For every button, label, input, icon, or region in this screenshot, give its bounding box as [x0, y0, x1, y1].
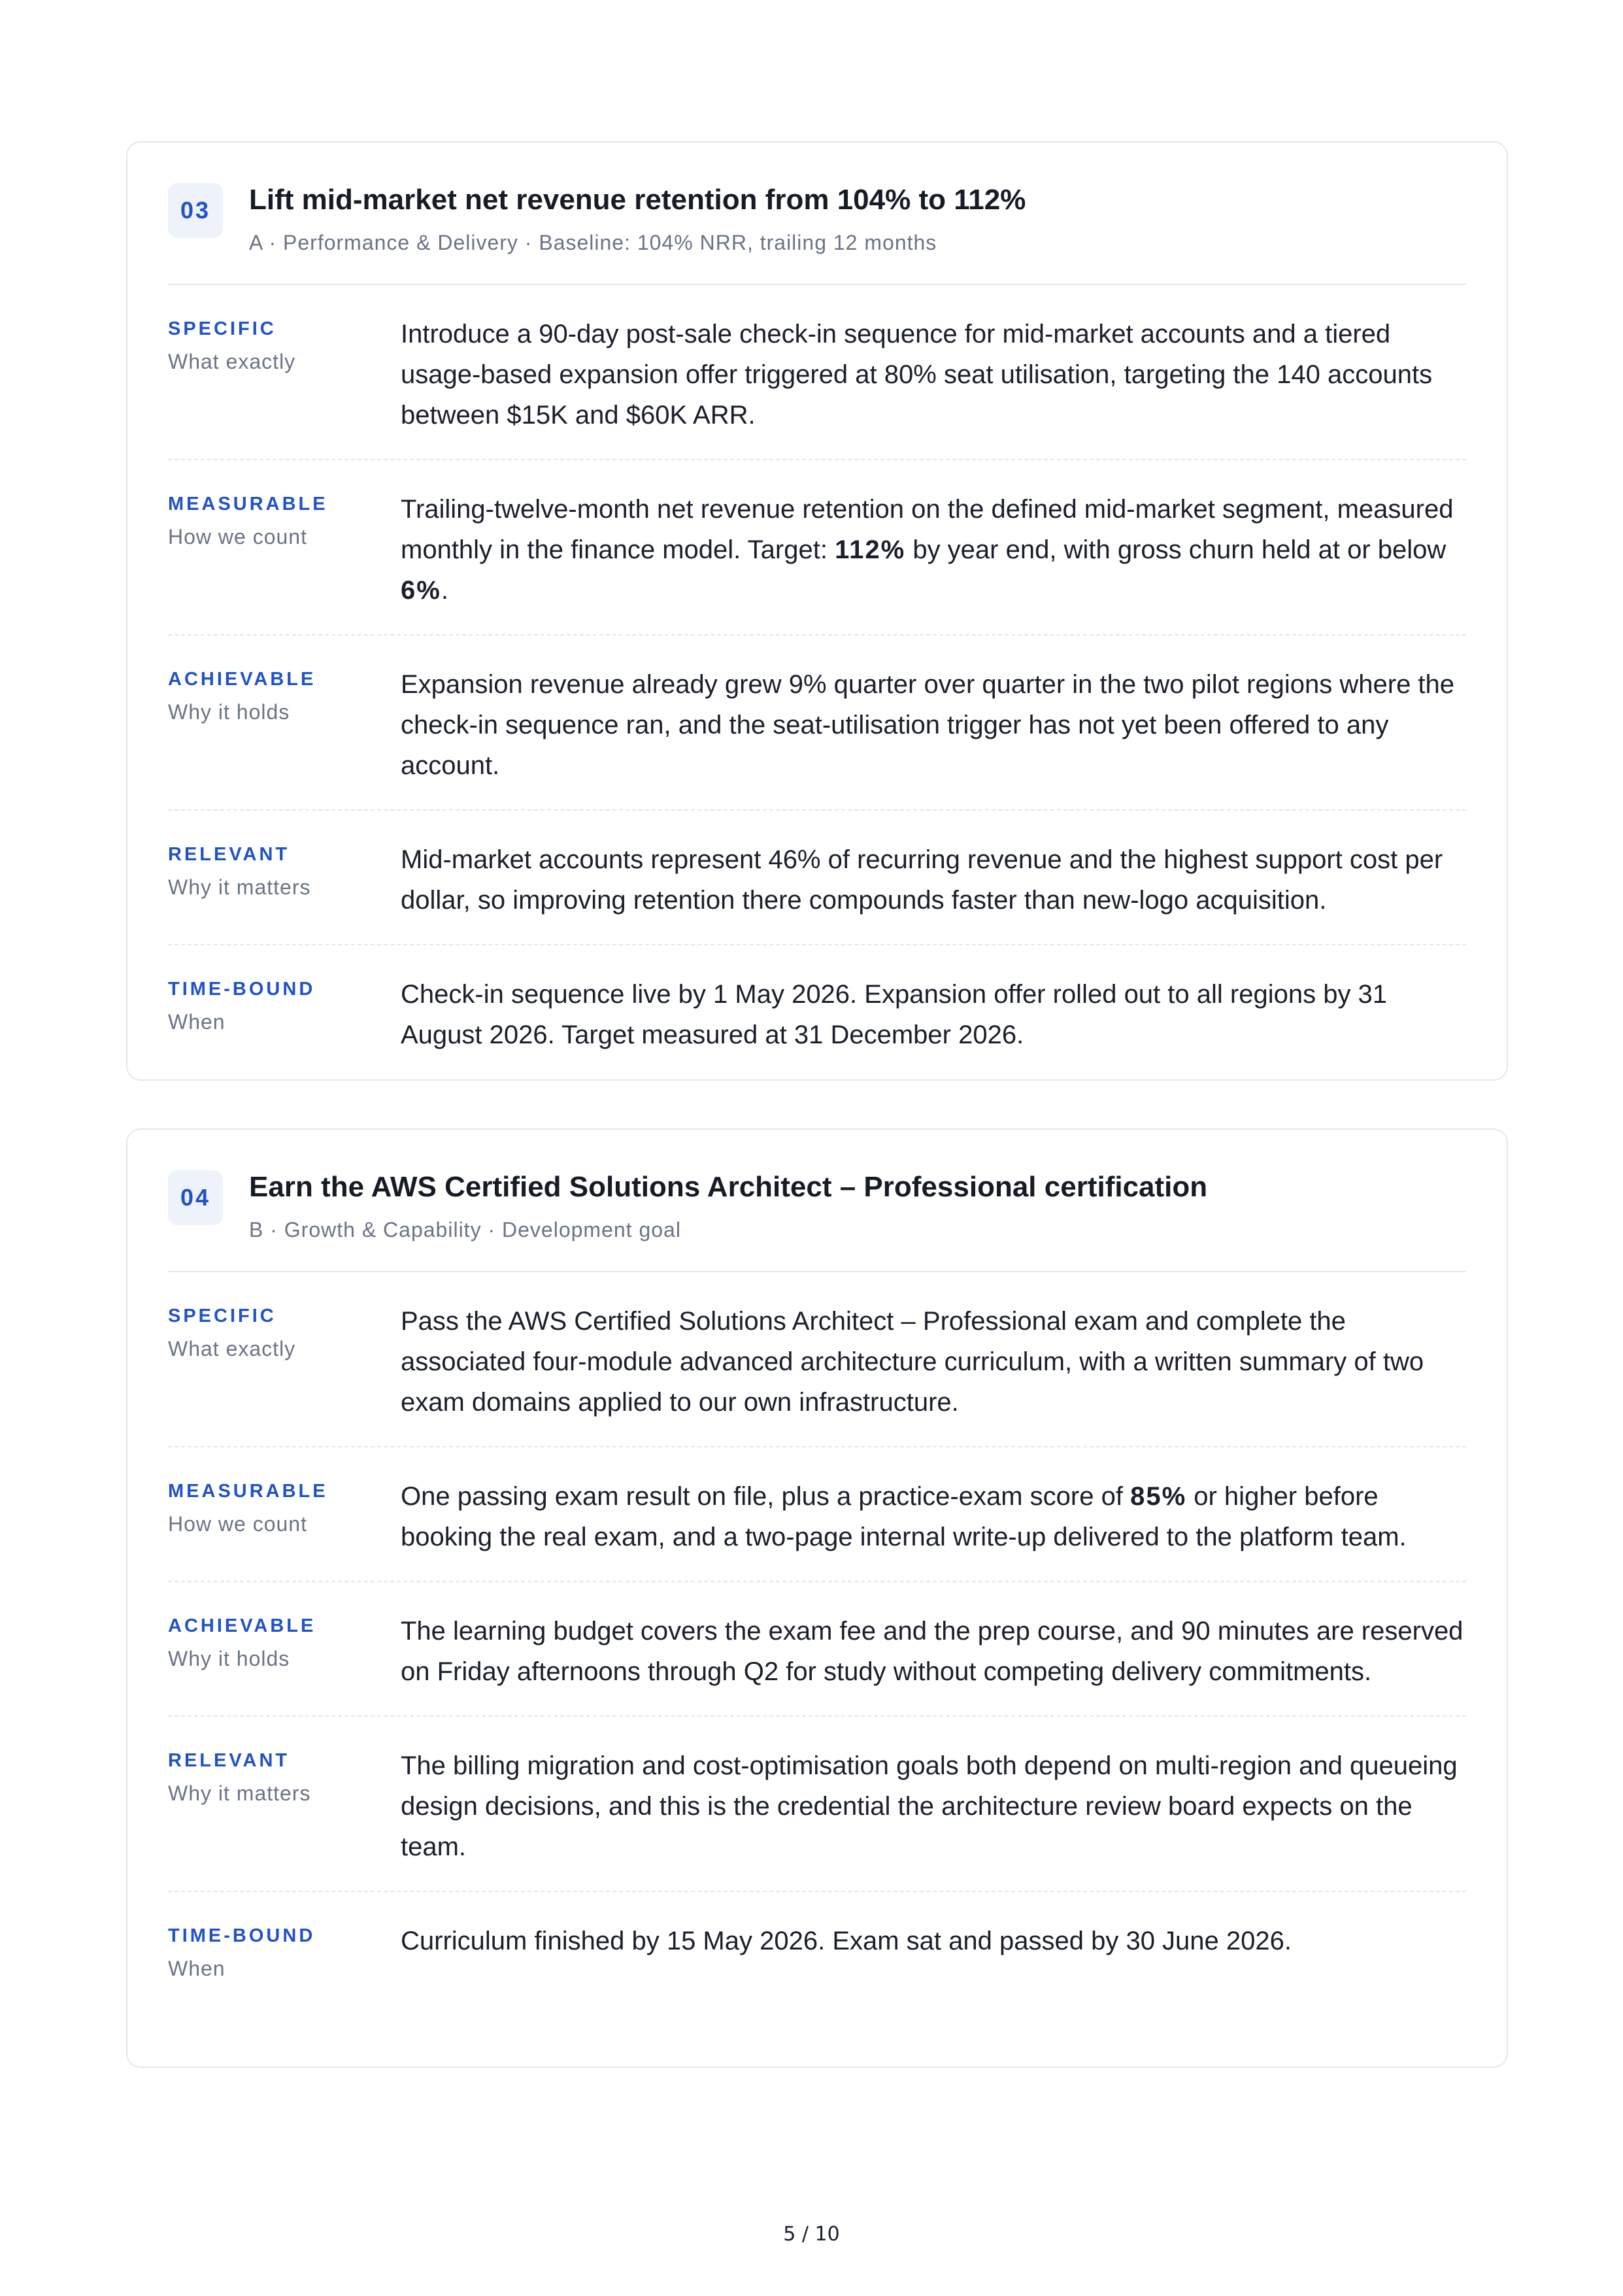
goal-card-03 — [126, 141, 1508, 1081]
row-label-key: SPECIFIC — [168, 318, 276, 339]
row-body: Introduce a 90-day post-sale check-in sequence for mid-market accounts and a tiered usage-based expansion offer triggered at 80% seat utilisation, targeting the 140 accounts between $15K and $60K ARR. — [401, 319, 1433, 430]
row-label-sub: Why it matters — [168, 1781, 311, 1805]
goal-meta: A · Performance & Delivery · Baseline: 104% NRR, trailing 12 months — [249, 230, 937, 254]
row-label-key: MEASURABLE — [168, 493, 328, 515]
row-label-sub: When — [168, 1009, 226, 1034]
goal-header — [168, 1169, 1466, 1272]
goal-header — [168, 182, 1466, 285]
row-body: The billing migration and cost-optimisation goals both depend on multi-region and queueing design decisions, and this is the credential the architecture review board expects on the team. — [401, 1751, 1458, 1861]
row-body: Check-in sequence live by 1 May 2026. Expansion offer rolled out to all regions by 31 August 2026. Target measured at 31 December 2026. — [401, 979, 1388, 1049]
row-body: Mid-market accounts represent 46% of recurring revenue and the highest support cost per dollar, so improving retention there compounds faster than new-logo acquisition. — [401, 845, 1443, 915]
row-label-key: ACHIEVABLE — [168, 668, 316, 690]
smart-row-measurable — [168, 1447, 1466, 1582]
goal-title: Earn the AWS Certified Solutions Architect – Professional certification — [249, 1171, 1208, 1203]
goal-meta: B · Growth & Capability · Development goal — [249, 1217, 681, 1241]
body-text: or higher before booking the real exam, and a two-page internal write-up delivered to the platform team. — [401, 1481, 1407, 1551]
body-text: by year end, with gross churn held at or below — [905, 535, 1447, 564]
goal-title: Lift mid-market net revenue retention from 104% to 112% — [249, 184, 1026, 216]
row-label-sub: When — [168, 1956, 226, 1980]
row-label-key: ACHIEVABLE — [168, 1615, 316, 1636]
smart-row-specific — [168, 285, 1466, 460]
smart-row-relevant — [168, 1717, 1466, 1892]
row-label-sub: How we count — [168, 524, 307, 549]
body-text: Trailing-twelve-month net revenue retention on the defined mid-market segment, measured monthly in the finance model. Target: — [401, 494, 1454, 564]
goal-card-04 — [126, 1128, 1508, 2068]
smart-row-relevant — [168, 811, 1466, 945]
row-body — [401, 1476, 1466, 1557]
row-label-key: TIME-BOUND — [168, 1925, 316, 1946]
score-value: 85% — [1130, 1481, 1187, 1511]
row-label-sub: Why it holds — [168, 1646, 290, 1670]
row-label-sub: Why it matters — [168, 875, 311, 899]
smart-row-time-bound — [168, 1892, 1466, 1994]
target-value: 112% — [835, 535, 906, 564]
smart-row-specific — [168, 1272, 1466, 1447]
row-label-sub: What exactly — [168, 1336, 296, 1360]
row-label-sub: Why it holds — [168, 700, 290, 724]
row-body: Expansion revenue already grew 9% quarter over quarter in the two pilot regions where the check-in sequence ran, and the seat-utilisation trigger has not yet been offered to any account. — [401, 669, 1455, 780]
goal-number-badge: 03 — [168, 183, 223, 238]
page-number: 5 / 10 — [783, 2223, 840, 2246]
row-label-key: RELEVANT — [168, 843, 290, 865]
churn-value: 6% — [401, 575, 441, 605]
row-body: Pass the AWS Certified Solutions Architect – Professional exam and complete the associated four-module advanced architecture curriculum, with a written summary of two exam domains applied to our own infrastructure. — [401, 1306, 1424, 1417]
row-label-key: TIME-BOUND — [168, 978, 316, 1000]
row-label-key: MEASURABLE — [168, 1480, 328, 1502]
goal-number-badge: 04 — [168, 1170, 223, 1225]
smart-row-achievable — [168, 1582, 1466, 1717]
body-text: . — [441, 575, 448, 605]
row-body: Curriculum finished by 15 May 2026. Exam sat and passed by 30 June 2026. — [401, 1926, 1292, 1955]
row-label-key: SPECIFIC — [168, 1305, 276, 1326]
row-label-sub: What exactly — [168, 349, 296, 373]
row-label-key: RELEVANT — [168, 1749, 290, 1771]
smart-row-achievable — [168, 635, 1466, 811]
smart-row-time-bound — [168, 945, 1466, 1068]
row-body: The learning budget covers the exam fee and the prep course, and 90 minutes are reserved on Friday afternoons through Q2 for study without competing delivery commitments. — [401, 1616, 1464, 1686]
row-label-sub: How we count — [168, 1511, 307, 1536]
body-text: One passing exam result on file, plus a practice-exam score of — [401, 1481, 1131, 1511]
row-body — [401, 489, 1466, 611]
smart-row-measurable — [168, 460, 1466, 635]
